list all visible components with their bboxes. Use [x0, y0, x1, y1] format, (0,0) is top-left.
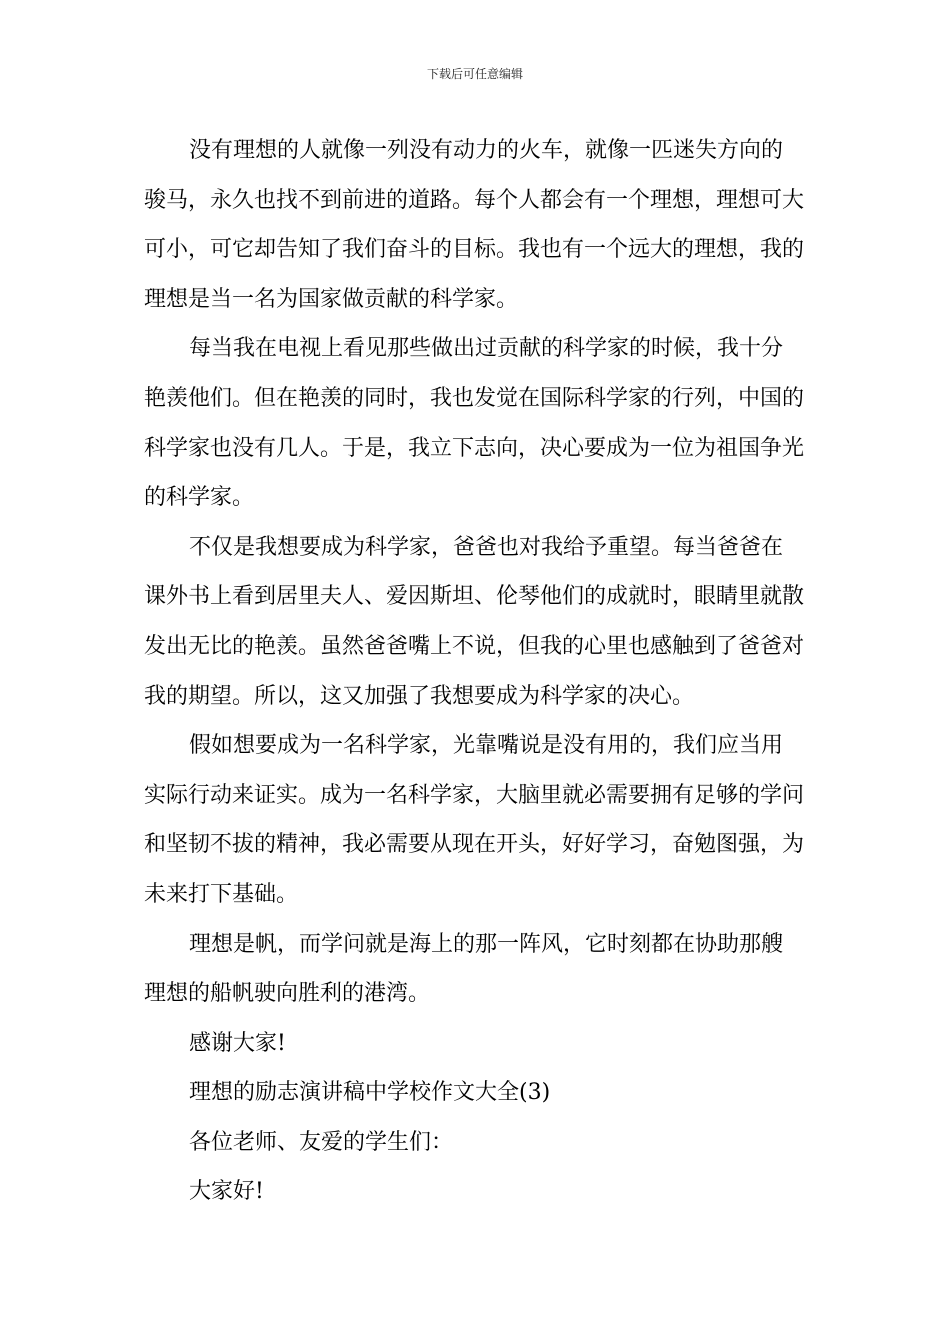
salutation-line: 各位老师、友爱的学生们： — [189, 1129, 454, 1155]
document-body — [144, 126, 804, 1217]
thanks-line: 感谢大家! — [189, 1030, 286, 1056]
page-header-note: 下载后可任意编辑 — [426, 67, 523, 81]
greeting-line: 大家好! — [189, 1179, 264, 1205]
next-section-title: 理想的励志演讲稿中学校作文大全(3) — [189, 1080, 551, 1106]
paragraph-1: 没有理想的人就像一列没有动力的火车，就像一匹迷失方向的骏马，永久也找不到前进的道路。每个人都会有一个理想，理想可大可小，可它却告知了我们奋斗的目标。我也有一个远大的理想，我的理想是当一名为国家做贡献的科学家。 — [144, 138, 805, 312]
paragraph-4: 假如想要成为一名科学家，光靠嘴说是没有用的，我们应当用实际行动来证实。成为一名科学家，大脑里就必需要拥有足够的学问和坚韧不拔的精神，我必需要从现在开头，好好学习，奋勉图强，为未来打下基础。 — [144, 733, 805, 907]
paragraph-5: 理想是帆，而学问就是海上的那一阵风，它时刻都在协助那艘理想的船帆驶向胜利的港湾。 — [144, 931, 784, 1007]
paragraph-3: 不仅是我想要成为科学家，爸爸也对我给予重望。每当爸爸在课外书上看到居里夫人、爱因斯坦、伦琴他们的成就时，眼睛里就散发出无比的艳羡。虽然爸爸嘴上不说，但我的心里也感触到了爸爸对我的期望。所以，这又加强了我想要成为科学家的决心。 — [144, 534, 805, 709]
paragraph-2: 每当我在电视上看见那些做出过贡献的科学家的时候，我十分艳羡他们。但在艳羡的同时，我也发觉在国际科学家的行列，中国的科学家也没有几人。于是，我立下志向，决心要成为一位为祖国争光的科学家。 — [144, 336, 805, 511]
